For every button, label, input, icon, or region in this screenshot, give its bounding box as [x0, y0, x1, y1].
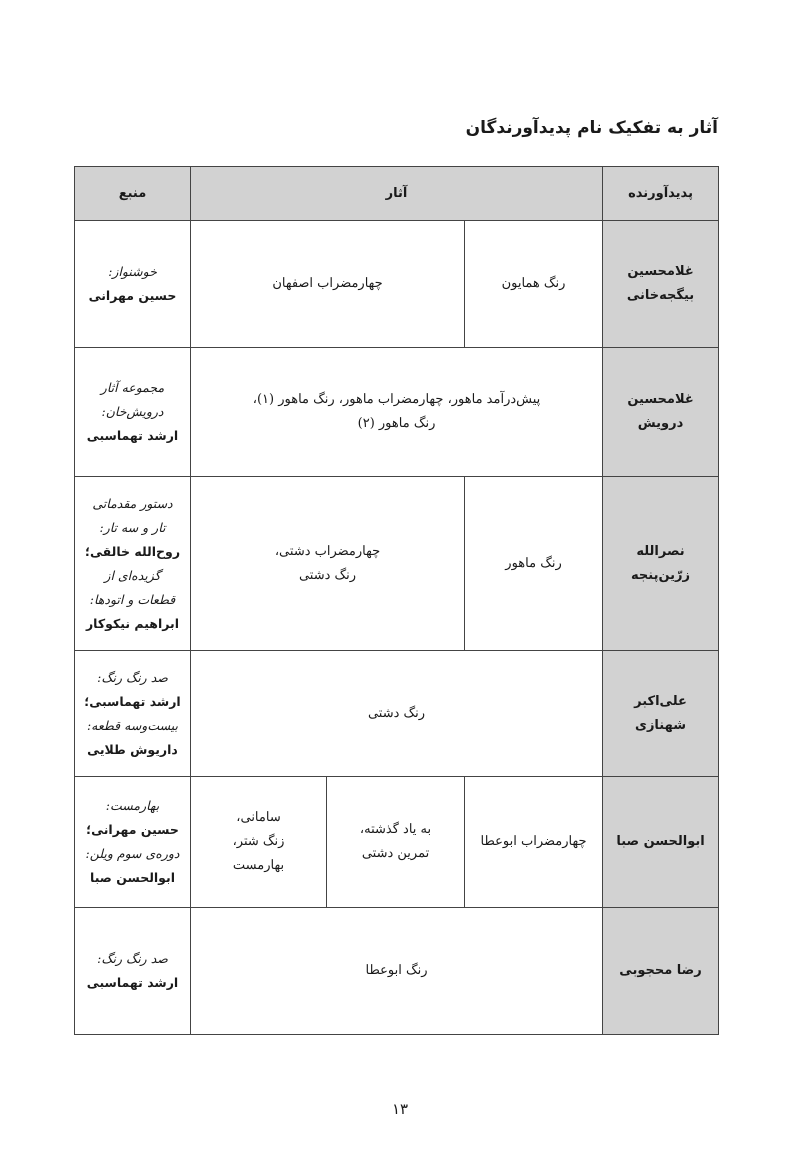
composer-name: نصرالله زرّین‌پنجه — [631, 543, 691, 583]
source-line: دستور مقدماتی — [92, 495, 173, 511]
table-row — [75, 348, 719, 477]
page-number: ۱۳ — [391, 1100, 409, 1118]
work-line: رنگ ابوعطا — [365, 963, 428, 978]
composer-name: ابوالحسن صبا — [616, 834, 705, 849]
source-line: قطعات و اتودها: — [89, 591, 176, 607]
composer-cell — [603, 777, 719, 908]
source-line: صد رنگ رنگ: — [97, 951, 168, 966]
source-line: ارشد تهماسبی؛ — [84, 693, 181, 709]
composer-cell — [603, 477, 719, 651]
work-line: پیش‌درآمد ماهور، چهارمضراب ماهور، رنگ ماهور (۱)، — [252, 392, 541, 407]
work-cell: به یاد گذشته، تمرین دشتی — [327, 777, 465, 908]
source-line: ارشد تهماسبی — [86, 975, 179, 990]
composer-name: غلامحسین — [627, 264, 694, 279]
composer-name: رضا محجوبی — [619, 963, 702, 978]
page-title: آثار به تفکیک نام پدیدآورندگان — [465, 118, 718, 138]
work-cell — [191, 348, 603, 477]
table-row — [75, 221, 719, 348]
composer-name: بیگجه‌خانی — [626, 288, 695, 303]
composer-cell — [603, 908, 719, 1035]
table-header-row — [75, 167, 719, 221]
source-line: بیست‌وسه قطعه: — [86, 717, 179, 733]
source-line: درویش‌خان: — [101, 404, 164, 419]
work-cell: رنگ همایون — [465, 221, 603, 348]
composer-cell — [603, 221, 719, 348]
source-line: صد رنگ رنگ: — [97, 669, 168, 685]
composer-cell — [603, 348, 719, 477]
header-composer: پدیدآورنده — [603, 167, 719, 221]
source-line: روح‌الله خالقی؛ — [84, 543, 181, 559]
source-line: ابراهیم نیکوکار — [85, 615, 180, 631]
works-table — [74, 166, 719, 1035]
work-line: رنگ دشتی — [367, 705, 426, 721]
work-cell: چهارمضراب ابوعطا — [465, 777, 603, 908]
work-cell: سامانی، زنگ شتر، بهارمست — [191, 777, 327, 908]
source-cell — [75, 777, 191, 908]
source-line: داریوش طلایی — [87, 741, 178, 757]
composer-cell — [603, 651, 719, 777]
source-cell — [75, 348, 191, 477]
source-cell — [75, 477, 191, 651]
source-line: ابوالحسن صبا — [90, 870, 175, 885]
source-line: بهارمست: — [105, 798, 160, 813]
table-row — [75, 777, 719, 908]
work-cell — [191, 651, 603, 777]
work-cell: چهارمضراب اصفهان — [191, 221, 465, 348]
work-cell — [191, 908, 603, 1035]
source-line: حسین مهرانی؛ — [86, 822, 179, 837]
header-source: منبع — [75, 167, 191, 221]
header-works: آثار — [191, 167, 603, 221]
table-row — [75, 908, 719, 1035]
work-cell: چهارمضراب دشتی، رنگ دشتی — [191, 477, 465, 651]
source-line: گزیده‌ای از — [104, 567, 161, 583]
composer-name: علی‌اکبر شهنازی — [634, 693, 687, 733]
table-row — [75, 651, 719, 777]
source-line: حسین مهرانی — [88, 288, 177, 303]
source-line: ارشد تهماسبی — [86, 428, 179, 443]
source-cell — [75, 221, 191, 348]
work-cell: رنگ ماهور — [465, 477, 603, 651]
composer-name: درویش — [637, 416, 684, 431]
source-cell — [75, 651, 191, 777]
composer-name: غلامحسین — [627, 392, 694, 407]
source-line: دوره‌ی سوم ویلن: — [85, 846, 180, 861]
table-row — [75, 477, 719, 651]
source-line: مجموعه آثار — [100, 380, 165, 395]
work-line: رنگ ماهور (۲) — [357, 416, 436, 431]
source-line: تار و سه تار: — [99, 519, 166, 535]
source-line: خوشنواز: — [108, 264, 157, 279]
source-cell — [75, 908, 191, 1035]
